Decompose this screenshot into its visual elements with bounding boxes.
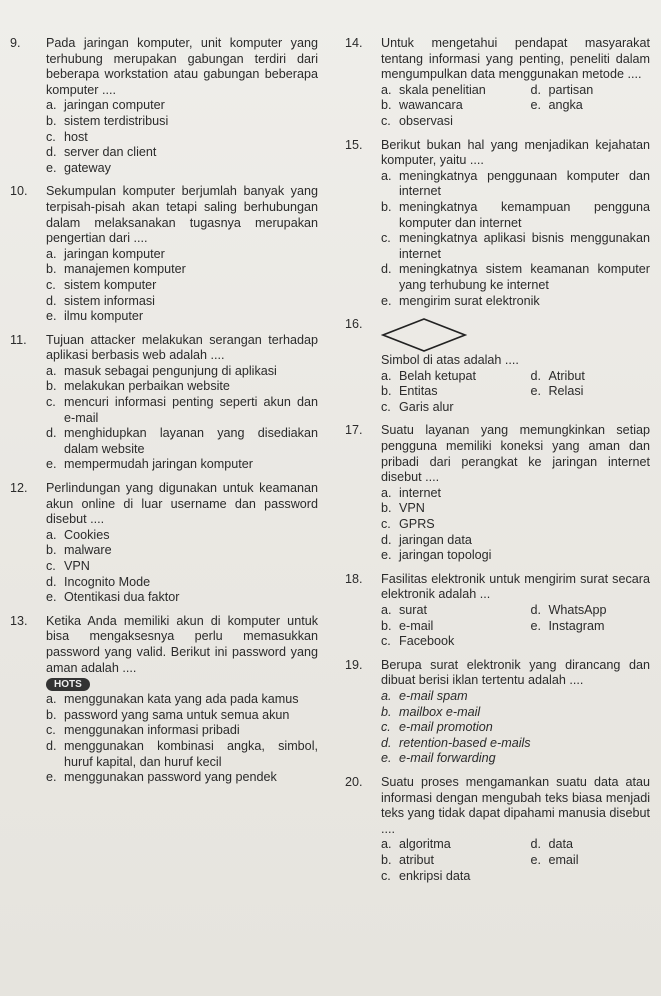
option[interactable]: c. sistem komputer [46, 277, 157, 292]
option[interactable]: a. Cookies [46, 527, 110, 542]
option[interactable]: e. gateway [46, 160, 111, 175]
option[interactable]: d. meningkatnya sistem keamanan komputer yang terhubung ke internet [381, 262, 650, 292]
option[interactable]: a. e-mail spam [381, 688, 468, 703]
option[interactable]: b. wawancara [381, 98, 463, 113]
question-number: 13. [10, 613, 28, 628]
question-text: Sekumpulan komputer berjumlah banyak yang terpisah-pisah akan tetapi saling berhubungan dalam melaksanakan tugasnya merupakan pengertian dari .... [46, 184, 318, 246]
option[interactable]: d. menggunakan kombinasi angka, simbol, huruf kapital, dan huruf kecil [46, 738, 318, 769]
question-20 [345, 775, 650, 884]
question-text: Untuk mengetahui pendapat masyarakat tentang informasi yang penting, peneliti dalam mengumpulkan data menggunakan metode .... [381, 36, 650, 82]
question-17 [345, 423, 650, 563]
option[interactable]: d. WhatsApp [530, 603, 607, 617]
hots-badge: HOTS [46, 678, 90, 691]
option[interactable]: b. melakukan perbaikan website [46, 379, 230, 394]
option[interactable]: c. Garis alur [381, 399, 454, 414]
option[interactable]: d. Incognito Mode [46, 574, 151, 589]
question-number: 10. [10, 184, 28, 199]
option[interactable]: e. ilmu komputer [46, 309, 144, 324]
option[interactable]: e. jaringan topologi [381, 548, 492, 563]
option[interactable]: c. VPN [46, 559, 90, 573]
question-12 [10, 481, 318, 606]
option[interactable]: d. data [530, 837, 573, 852]
option[interactable]: a. internet [381, 485, 442, 500]
question-text: Perlindungan yang digunakan untuk keamanan akun online di luar username dan password disebut .... [46, 481, 318, 527]
option[interactable]: c. GPRS [381, 517, 435, 532]
option[interactable]: a. menggunakan kata yang ada pada kamus [46, 692, 299, 707]
question-text: Fasilitas elektronik untuk mengirim surat secara elektronik adalah ... [381, 571, 650, 602]
option[interactable]: c. menggunakan informasi pribadi [46, 723, 240, 738]
question-16 [345, 317, 650, 415]
option[interactable]: a. skala penelitian [381, 82, 486, 97]
option[interactable]: e. Otentikasi dua faktor [46, 590, 180, 605]
option[interactable]: a. masuk sebagai pengunjung di aplikasi [46, 363, 277, 378]
question-text: Berupa surat elektronik yang dirancang dan dibuat berisi iklan tertentu adalah .... [381, 657, 650, 688]
option[interactable]: d. partisan [530, 82, 594, 97]
question-10 [10, 184, 318, 324]
question-number: 19. [345, 657, 363, 672]
option[interactable]: b. sistem terdistribusi [46, 113, 169, 128]
option[interactable]: d. sistem informasi [46, 293, 155, 308]
option[interactable]: b. mailbox e-mail [381, 704, 481, 719]
option[interactable]: e. mempermudah jaringan komputer [46, 457, 253, 472]
option[interactable]: a. meningkatnya penggunaan komputer dan internet [381, 168, 650, 199]
question-number: 18. [345, 571, 363, 586]
option[interactable]: e. e-mail forwarding [381, 751, 496, 766]
option[interactable]: b. malware [46, 543, 112, 558]
question-number: 12. [10, 481, 28, 496]
question-number: 15. [345, 137, 363, 152]
option[interactable]: c. e-mail promotion [381, 720, 493, 735]
question-text: Ketika Anda memiliki akun di komputer untuk bisa mengaksesnya perlu memasukkan password yang valid. Berikut ini password yang aman adalah .... [46, 613, 318, 675]
question-text: Simbol di atas adalah .... [381, 353, 519, 368]
option[interactable]: c. host [46, 129, 88, 144]
option[interactable]: b. VPN [381, 501, 425, 516]
option[interactable]: e. email [530, 852, 579, 867]
question-13 [10, 614, 318, 786]
option[interactable]: c. meningkatnya aplikasi bisnis menggunakan internet [381, 231, 650, 261]
option[interactable]: b. manajemen komputer [46, 262, 186, 277]
question-number: 16. [345, 317, 363, 332]
option[interactable]: b. Entitas [381, 384, 438, 399]
question-number: 9. [10, 36, 21, 50]
right-column [345, 36, 650, 892]
option[interactable]: c. mencuri informasi penting seperti akun dan e-mail [46, 395, 318, 425]
option[interactable]: a. jaringan computer [46, 98, 165, 113]
question-number: 11. [10, 332, 27, 347]
question-text: Berikut bukan hal yang menjadikan kejahatan komputer, yaitu .... [381, 137, 650, 168]
option[interactable]: a. jaringan komputer [46, 246, 165, 261]
question-18 [345, 572, 650, 650]
diamond-shape-icon [381, 317, 467, 353]
question-11 [10, 333, 318, 473]
option[interactable]: d. server dan client [46, 145, 157, 160]
question-9 [10, 36, 318, 176]
option[interactable]: d. retention-based e-mails [381, 735, 531, 750]
left-column [10, 36, 318, 794]
question-14 [345, 36, 650, 130]
option[interactable]: c. Facebook [381, 634, 455, 649]
option[interactable]: c. enkripsi data [381, 868, 471, 883]
question-number: 17. [345, 423, 363, 438]
option[interactable]: d. menghidupkan layanan yang disediakan dalam website [46, 426, 318, 456]
question-number: 14. [345, 36, 363, 50]
option[interactable]: a. Belah ketupat [381, 368, 477, 383]
option[interactable]: b. meningkatnya kemampuan pengguna komputer dan internet [381, 199, 650, 230]
option[interactable]: b. password yang sama untuk semua akun [46, 707, 290, 722]
option[interactable]: e. menggunakan password yang pendek [46, 770, 277, 785]
option[interactable]: d. Atribut [530, 368, 585, 383]
question-text: Tujuan attacker melakukan serangan terhadap aplikasi berbasis web adalah .... [46, 332, 318, 363]
option[interactable]: e. Relasi [530, 384, 584, 399]
option[interactable]: b. atribut [381, 852, 435, 867]
option[interactable]: c. observasi [381, 113, 453, 128]
question-19 [345, 658, 650, 767]
question-number: 20. [345, 774, 363, 789]
question-text: Suatu proses mengamankan suatu data atau informasi dengan mengubah teks biasa menjadi teks yang tidak dapat dipahami manusia disebut .... [381, 774, 650, 836]
question-15 [345, 138, 650, 310]
option[interactable]: d. jaringan data [381, 532, 472, 547]
option[interactable]: e. mengirim surat elektronik [381, 293, 540, 308]
option[interactable]: a. algoritma [381, 837, 451, 852]
question-text: Suatu layanan yang memungkinkan setiap pengguna memiliki koneksi yang aman dan pribadi dari perangkat ke jaringan internet disebut .... [381, 423, 650, 485]
option[interactable]: b. e-mail [381, 618, 434, 633]
question-text: Pada jaringan komputer, unit komputer yang terhubung merupakan gabungan terdiri dari beberapa workstation atau gabungan beberapa komputer .... [46, 36, 318, 97]
option[interactable]: e. angka [530, 98, 583, 113]
option[interactable]: a. surat [381, 603, 427, 617]
option[interactable]: e. Instagram [530, 618, 605, 633]
